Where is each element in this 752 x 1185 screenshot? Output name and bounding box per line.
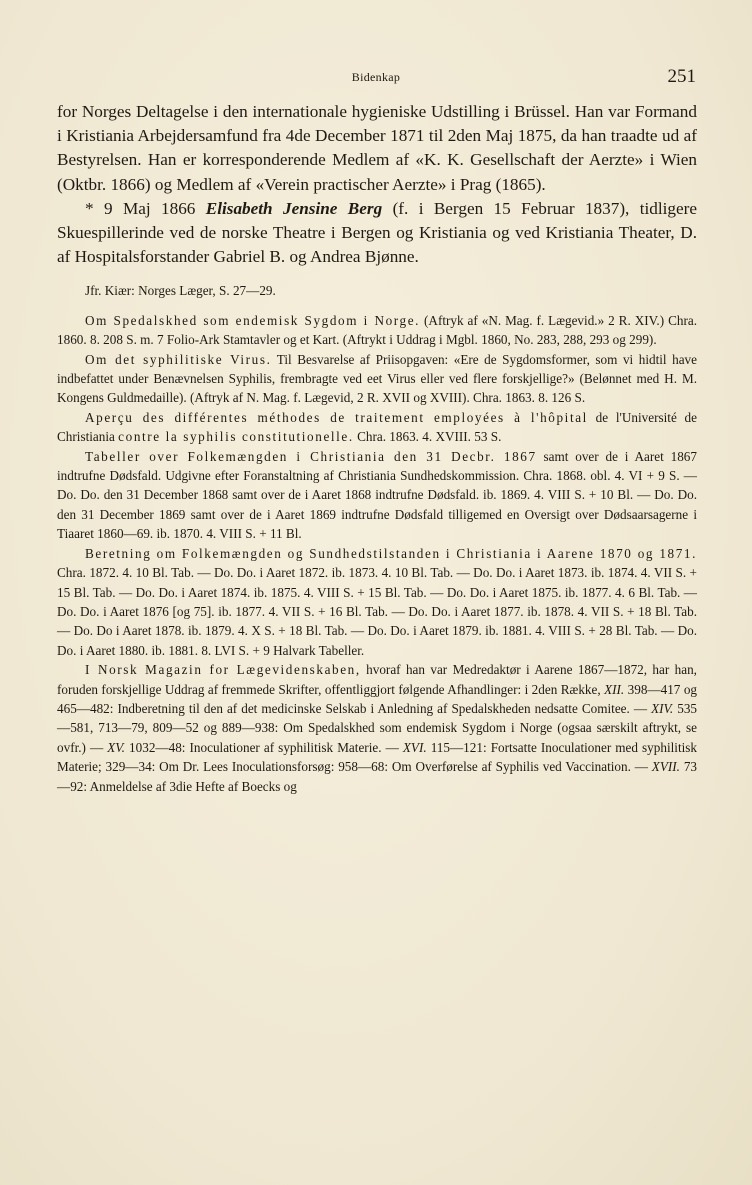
entry-title: Tabeller over Folkemængden i Christiania den 31 Decbr. 1867: [85, 448, 537, 464]
entry-title: Om det syphilitiske Virus.: [85, 351, 272, 367]
biography-section: [57, 100, 697, 269]
running-head: Bidenkap: [351, 70, 401, 84]
page-number: 251: [667, 66, 696, 87]
entry-details: 1032—48: Inoculationer af syphilitisk Materie. —: [124, 739, 403, 755]
entry-title: Aperçu des différentes méthodes de traitement employées à l'hôpital: [85, 409, 588, 425]
volume-number: XII.: [604, 681, 625, 697]
entry-details: 398—417 og 465—482: Indberetning til den af det medicinske Selskab i Anledning af Spedalskheden nedsatte Comitee. —: [57, 681, 698, 716]
marriage-details: (f. i Bergen 15 Februar 1837), tidligere Skuespillerinde ved de norske Theatre i Bergen og Kristiania og ved Kristiania Theater, D. af Hospitalsforstander Gabriel B. og Andrea Bjønne.: [57, 198, 697, 267]
entry-details: 115—121: Fortsatte Inoculationer med syphilitisk Materie; 329—34: Om Dr. Lees Inoculationsforsøg: 958—68: Om Overførelse af Syphilis ved Vaccination. —: [57, 739, 697, 775]
entry-details: de l'Université de Christiania: [57, 409, 697, 445]
marriage-paragraph: [57, 197, 697, 270]
bibliography-entry: [57, 544, 697, 660]
entry-details: 535—581, 713—79, 809—52 og 889—938: Om Spedalskhed som endemisk Sygdom i Norge (ogsaa særskilt aftrykt, se ovfr.) —: [57, 700, 697, 755]
bibliography-entry: [57, 311, 697, 350]
spouse-name: Elisabeth Jensine Berg: [205, 198, 383, 218]
bibliography-entry: [57, 447, 697, 544]
volume-number: XV.: [107, 739, 125, 755]
entry-title: Om Spedalskhed som endemisk Sygdom i Norge.: [85, 312, 421, 328]
page-body: [57, 100, 697, 796]
volume-number: XIV.: [651, 700, 674, 716]
reference-note: Jfr. Kiær: Norges Læger, S. 27—29.: [85, 283, 276, 299]
entry-details: Chra. 1872. 4. 10 Bl. Tab. — Do. Do. i Aaret 1872. ib. 1873. 4. 10 Bl. Tab. — Do. Do. i Aaret 1873. ib. 1874. 4. VII S. + 15 Bl. Tab. — Do. Do. i Aaret 1874. ib. 1875. 4. VIII S. + 15 Bl. Tab. — Do. Do. i Aaret 1875. ib. 1877. 4. 6 Bl. Tab. — Do. Do. i Aaret 1876 [og 75]. ib. 1877. 4. VII S. + 16 Bl. Tab. — Do. Do. i Aaret 1877. ib. 1878. 4. VII S. + 18 Bl. Tab. — Do. Do i Aaret 1878. ib. 1879. 4. X S. + 18 Bl. Tab. — Do. Do. i Aaret 1879. ib. 1881. 4. VIII S. + 28 Bl. Tab. — Do. Do. i Aaret 1880. ib. 1881. 8. LVI S. + 9 Halvark Tabeller.: [57, 565, 697, 658]
volume-number: XVI.: [402, 739, 427, 755]
entry-details: hvoraf han var Medredaktør i Aarene 1867—1872, har han, foruden forskjellige Uddrag af fremmede Skrifter, offentliggjort følgende Afhandlinger: i 2den Række,: [57, 662, 697, 697]
marriage-date: * 9 Maj 1866: [85, 198, 206, 218]
entry-details: Til Besvarelse af Priisopgaven: «Ere de Sygdomsformer, som vi hidtil have indbefattet under Benævnelsen Syphilis, frembragte ved eet Virus eller ved flere forskjellige?» (Belønnet med H. M. Kongens Guldmedaille). (Aftryk af N. Mag. f. Lægevid, 2 R. XVII og XVIII). Chra. 1863. 8. 126 S.: [57, 351, 698, 406]
entry-title: I Norsk Magazin for Lægevidenskaben,: [85, 662, 361, 678]
page-header: [56, 64, 696, 94]
volume-number: XVII.: [651, 759, 680, 775]
bibliography-entry: [57, 408, 697, 447]
entry-details: (Aftryk af «N. Mag. f. Lægevid.» 2 R. XIV.) Chra. 1860. 8. 208 S. m. 7 Folio-Ark Stamtavler og et Kart. (Aftrykt i Uddrag i Mgbl. 1860, No. 283, 288, 293 og 299).: [57, 312, 697, 348]
entry-details: 73—92: Anmeldelse af 3die Hefte af Boecks og: [57, 759, 698, 794]
bibliography-section: [57, 281, 697, 796]
entry-details: Chra. 1863. 4. XVIII. 53 S.: [353, 429, 502, 445]
entry-title: Beretning om Folkemængden og Sundhedstilstanden i Christiania i Aarene 1870 og 1871.: [85, 545, 697, 561]
biography-paragraph: [57, 100, 697, 197]
biography-text: for Norges Deltagelse i den internationale hygieniske Udstilling i Brüssel. Han var Formand i Kristiania Arbejdersamfund fra 4de December 1871 til 2den Maj 1875, da han traadte ud af Bestyrelsen. Han er korresponderende Medlem af «K. K. Gesellschaft der Aerzte» i Wien (Oktbr. 1866) og Medlem af «Verein practischer Aerzte» i Prag (1865).: [57, 102, 697, 194]
entry-title-continued: contre la syphilis constitutionelle.: [118, 429, 354, 445]
entry-details: samt over de i Aaret 1867 indtrufne Dødsfald. Udgivne efter Foranstaltning af Christiania Sundhedskommission. Chra. 1868. obl. 4. VI + 9 S. — Do. Do. den 31 December 1868 samt over de i Aaret 1868 indtrufne Dødsfald. ib. 1869. 4. VIII S. + 10 Bl. — Do. Do. den 31 December 1869 samt over de i Aaret 1869 indtrufne Dødsfald tilligemed en Oversigt over Dødsaarsagerne i Tiaaret 1860—69. ib. 1870. 4. VIII S. + 11 Bl.: [57, 448, 697, 542]
bibliography-entry: [57, 350, 697, 408]
bibliography-entry: [57, 660, 697, 796]
